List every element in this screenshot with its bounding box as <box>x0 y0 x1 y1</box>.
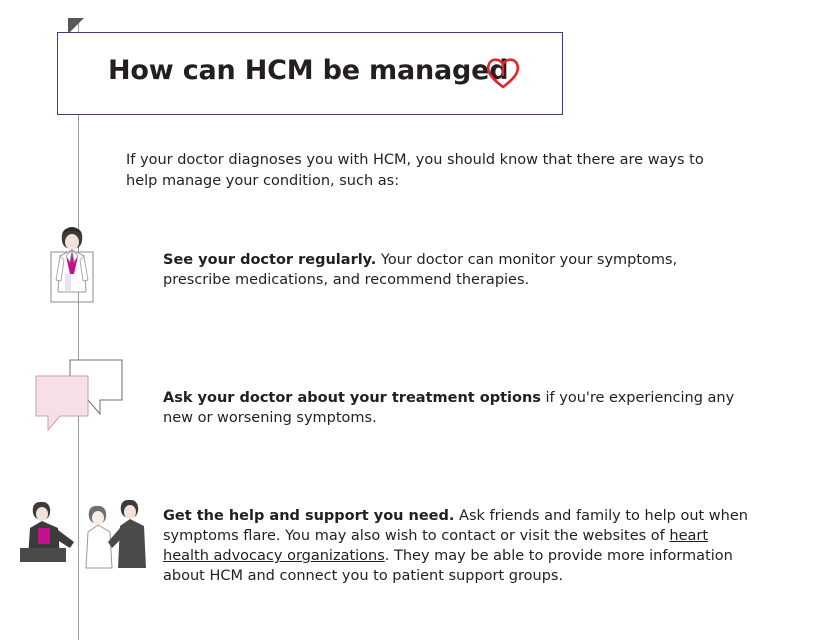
item-2-body: if you're experiencing any new or worsening symptoms. <box>163 390 735 426</box>
item-1-text <box>163 250 748 290</box>
title-callout-box <box>57 32 563 115</box>
heart-health-advocacy-link[interactable]: heart health advocacy organizations <box>163 528 709 564</box>
people-group-illustration <box>16 492 156 574</box>
item-2-text <box>163 388 748 428</box>
item-3-lead: Get the help and support you need. <box>163 508 455 524</box>
item-3-body-before: Ask friends and family to help out when symptoms flare. You may also wish to contact or visit the websites of <box>163 508 748 544</box>
item-3-text <box>163 506 748 586</box>
item-1-lead: See your doctor regularly. <box>163 252 377 268</box>
item-1-body: Your doctor can monitor your symptoms, prescribe medications, and recommend therapies. <box>163 252 678 288</box>
page-title: How can HCM be managed <box>108 55 509 86</box>
item-3-body-after: . They may be able to provide more information about HCM and connect you to patient support groups. <box>163 548 733 584</box>
heart-icon <box>483 53 523 93</box>
speech-bubbles-illustration <box>30 358 125 446</box>
doctor-figure-illustration <box>48 222 114 312</box>
intro-paragraph: If your doctor diagnoses you with HCM, you should know that there are ways to help manage your condition, such as: <box>126 152 704 189</box>
item-2-lead: Ask your doctor about your treatment options <box>163 390 541 406</box>
